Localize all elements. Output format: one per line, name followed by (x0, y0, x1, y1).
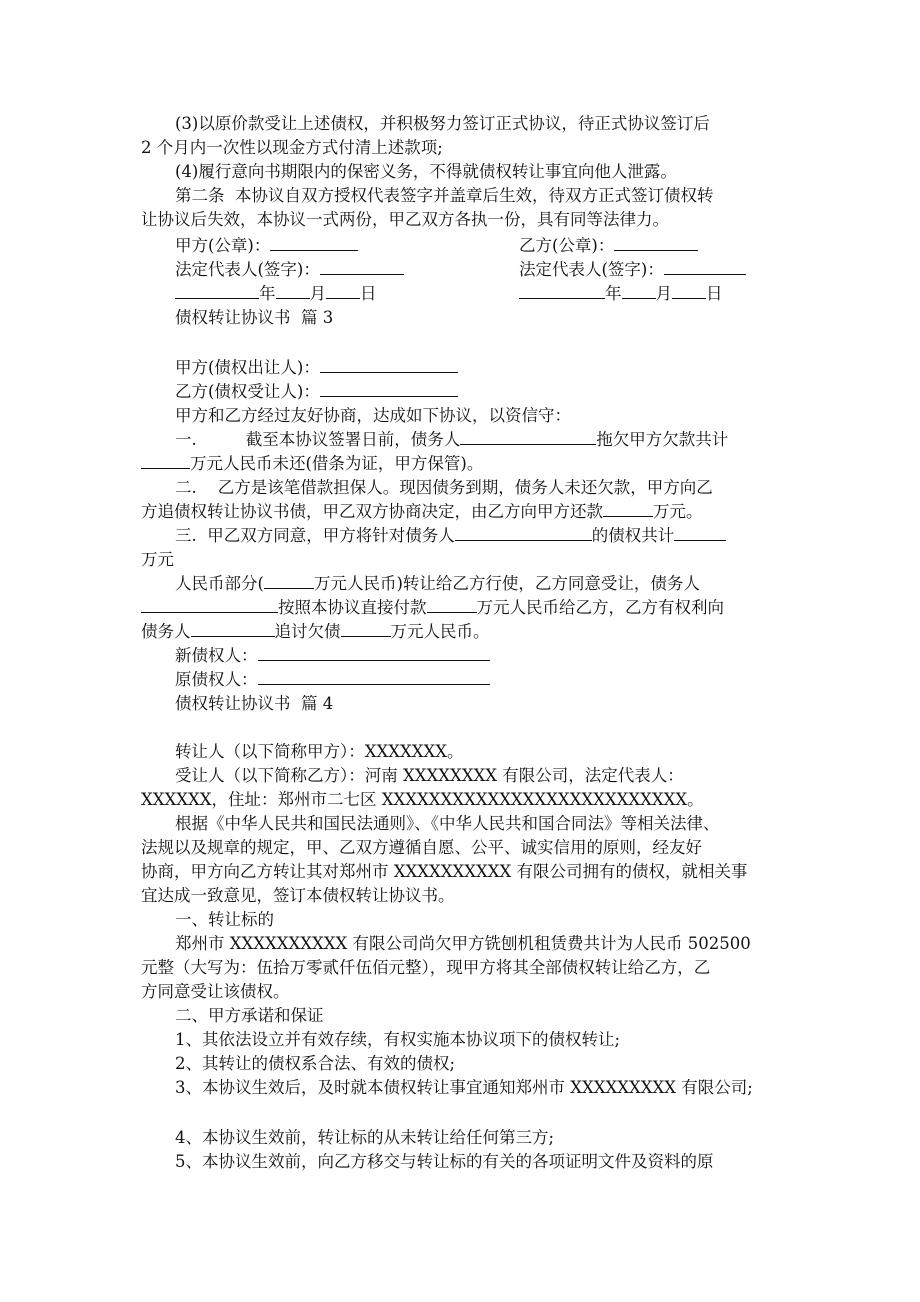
blank-field (603, 501, 653, 517)
text-line: 协商，甲方向乙方转让其对郑州市 XXXXXXXXXX 有限公司拥有的债权，就相关事 (141, 862, 748, 881)
label: 甲方(债权出让人)： (175, 358, 320, 377)
text-line: 根据《中华人民共和国民法通则》、《中华人民共和国合同法》等相关法律、 (175, 814, 720, 833)
label: 追讨欠债 (274, 622, 341, 641)
blank-field (320, 381, 458, 397)
label: 万元人民币给乙方，乙方有权利向 (476, 598, 724, 617)
section-heading: 债权转让协议书 篇 3 (175, 308, 334, 327)
label: 拖欠甲方欠款共计 (596, 430, 729, 449)
text-line: 1、其依法设立并有效存续，有权实施本协议项下的债权转让; (175, 1030, 621, 1049)
text-line: 5、本协议生效前，向乙方移交与转让标的有关的各项证明文件及资料的原 (175, 1152, 714, 1171)
label: 乙方(债权受让人)： (175, 382, 320, 401)
text-line: 4、本协议生效前，转让标的从未转让给任何第三方; (175, 1128, 555, 1147)
text-line (175, 572, 700, 596)
text-line: 宜达成一致意见，签订本债权转让协议书。 (141, 886, 455, 905)
label: 截至本协议签署日前，债务人 (245, 430, 461, 449)
blank-field (258, 645, 490, 661)
blank-field (258, 669, 490, 685)
text-line: (4)履行意向书期限内的保密义务，不得就债权转让事宜向他人泄露。 (175, 162, 677, 181)
blank-field (276, 283, 310, 299)
date-line-a (175, 282, 377, 306)
signature-line-party-a (175, 234, 358, 258)
text-line: 3、本协议生效后，及时就本债权转让事宜通知郑州市 XXXXXXXXX 有限公司; (175, 1078, 753, 1097)
label: 三. 甲乙双方同意，甲方将针对债务人 (175, 526, 455, 545)
text-line (141, 620, 490, 644)
text-line (175, 668, 490, 692)
text-line: 万元 (141, 550, 174, 569)
blank-field (326, 283, 360, 299)
label: 甲方(公章)： (175, 236, 271, 255)
blank-field (320, 357, 458, 373)
text-line: 甲方和乙方经过友好协商，达成如下协议，以资信守： (175, 406, 571, 425)
blank-field (270, 235, 358, 251)
label: 一. (175, 430, 197, 449)
blank-field (614, 235, 698, 251)
label: 新债权人： (175, 646, 258, 665)
label: 原债权人： (175, 670, 258, 689)
text-line (175, 380, 458, 404)
label: 法定代表人(签字)： (175, 260, 320, 279)
text-line: 方同意受让该债权。 (141, 982, 290, 1001)
text-line: 一、转让标的 (175, 910, 274, 929)
text-line (175, 356, 458, 380)
text-line: 郑州市 XXXXXXXXXX 有限公司尚欠甲方铣刨机租赁费共计为人民币 502500 (175, 934, 751, 953)
label: 人民币部分( (175, 574, 264, 593)
label: 日 (360, 284, 377, 303)
text-line (175, 428, 728, 452)
blank-field (672, 283, 706, 299)
section-heading: 债权转让协议书 篇 4 (175, 694, 334, 713)
text-line: 二、甲方承诺和保证 (175, 1006, 324, 1025)
blank-field (674, 525, 726, 541)
text-line (141, 596, 724, 620)
text-line: 受让人（以下简称乙方）：河南 XXXXXXXX 有限公司，法定代表人： (175, 766, 684, 785)
blank-field (141, 597, 278, 613)
label: 方追债权转让协议书债，甲乙双方协商决定，由乙方向甲方还款 (141, 502, 603, 521)
blank-field (455, 525, 592, 541)
text-line: 法规以及规章的规定，甲、乙双方遵循自愿、公平、诚实信用的原则，经友好 (141, 838, 702, 857)
text-line (175, 644, 490, 668)
blank-field (427, 597, 477, 613)
blank-field (191, 621, 275, 637)
blank-field (519, 283, 605, 299)
label: 日 (706, 284, 723, 303)
blank-field (141, 453, 190, 469)
label: 年 (605, 284, 622, 303)
text-line: (3)以原价款受让上述债权，并积极努力签订正式协议，待正式协议签订后 (175, 114, 710, 133)
date-line-b (519, 282, 723, 306)
label: 万元。 (653, 502, 703, 521)
blank-field (175, 283, 259, 299)
text-line (175, 524, 726, 548)
label: 债务人 (141, 622, 191, 641)
label: 万元人民币)转让给乙方行使，乙方同意受让，债务人 (313, 574, 700, 593)
blank-field (341, 621, 391, 637)
blank-field (622, 283, 656, 299)
label: 乙方(公章)： (519, 236, 615, 255)
label: 法定代表人(签字)： (519, 260, 664, 279)
label: 的债权共计 (591, 526, 675, 545)
label: 按照本协议直接付款 (278, 598, 427, 617)
blank-field (460, 429, 596, 445)
text-line (141, 500, 703, 524)
label: 月 (309, 284, 326, 303)
label: 月 (655, 284, 672, 303)
text-line: XXXXXX，住址：郑州市二七区 XXXXXXXXXXXXXXXXXXXXXXXXXX。 (141, 790, 704, 809)
text-line: 2、其转让的债权系合法、有效的债权; (175, 1054, 456, 1073)
text-line: 转让人（以下简称甲方）：XXXXXXX。 (175, 742, 464, 761)
text-line: 2 个月内一次性以现金方式付清上述款项; (141, 138, 443, 157)
legal-rep-line-b (519, 258, 746, 282)
text-line: 元整（大写为：伍拾万零贰仟伍佰元整），现甲方将其全部债权转让给乙方，乙 (141, 958, 711, 977)
blank-field (320, 259, 404, 275)
signature-line-party-b (519, 234, 698, 258)
text-line: 二. 乙方是该笔借款担保人。现因债务到期，债务人未还欠款，甲方向乙 (175, 478, 713, 497)
blank-field (664, 259, 746, 275)
text-line (141, 452, 483, 476)
label: 万元人民币。 (390, 622, 490, 641)
blank-field (264, 573, 314, 589)
text-line: 第二条 本协议自双方授权代表签字并盖章后生效，待双方正式签订债权转 (175, 186, 714, 205)
label: 万元人民币未还(借条为证，甲方保管)。 (190, 454, 484, 473)
text-line: 让协议后失效，本协议一式两份，甲乙双方各执一份，具有同等法律力。 (141, 210, 669, 229)
label: 年 (259, 284, 276, 303)
legal-rep-line-a (175, 258, 404, 282)
